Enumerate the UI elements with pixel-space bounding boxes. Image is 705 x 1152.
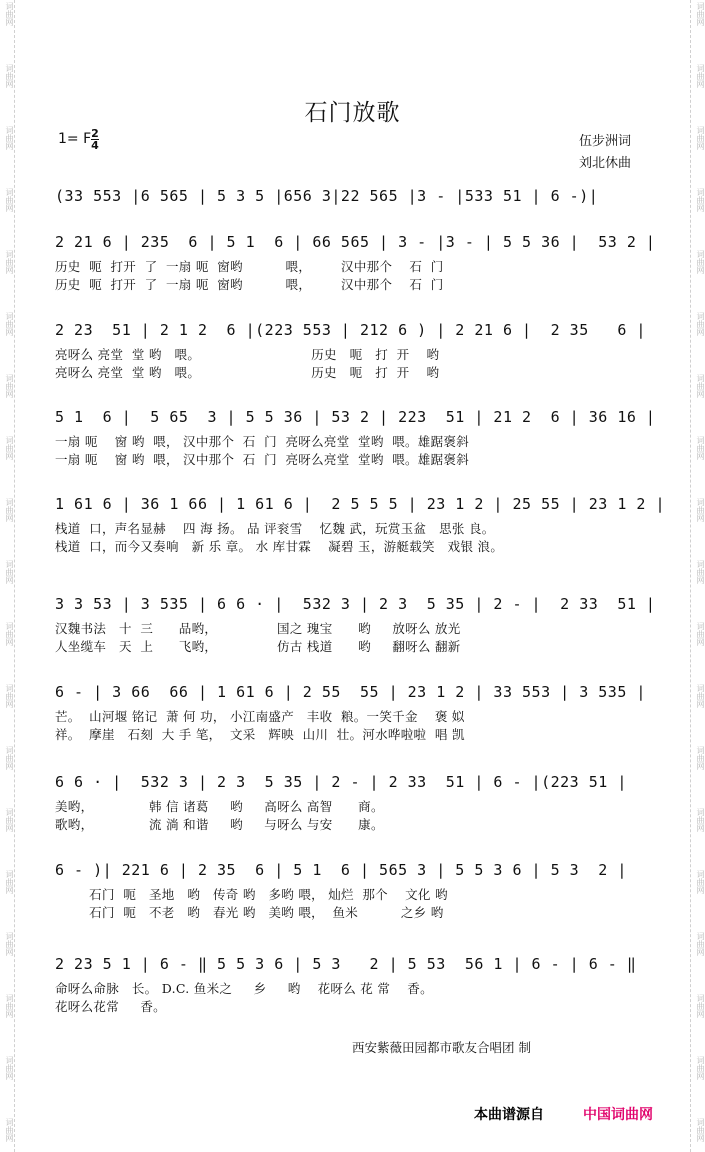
source-label: 本曲谱源自 <box>474 1107 544 1123</box>
publisher-credit: 西安紫薇田园都市歌友合唱团 制 <box>352 1040 531 1055</box>
notation-line: 6 - )| 221 6 | 2 35 6 | 5 1 6 | 565 3 | 5 5 3 6 | 5 3 2 | <box>55 861 627 879</box>
watermark-text: 词曲网 <box>696 374 705 398</box>
right-margin-watermark-strip <box>690 0 705 1152</box>
score-system <box>55 407 656 469</box>
watermark-text: 词曲网 <box>696 560 705 584</box>
watermark-text: 词曲网 <box>696 1118 705 1142</box>
watermark-text: 词曲网 <box>5 560 14 584</box>
song-title: 石门放歌 <box>304 100 401 126</box>
score-system <box>55 320 646 382</box>
lyric-line: 人坐缆车 天 上 飞哟， 仿古 栈道 哟 翻呀么 翻新 <box>55 639 461 654</box>
watermark-text: 词曲网 <box>696 64 705 88</box>
lyric-line: 石门 呃 圣地 哟 传奇 哟 多哟 喂， 灿烂 那个 文化 哟 <box>55 887 448 902</box>
watermark-text: 词曲网 <box>696 622 705 646</box>
lyric-line: 歌哟， 流 淌 和谐 哟 与呀么 与安 康。 <box>55 817 384 832</box>
watermark-text: 词曲网 <box>696 994 705 1018</box>
source-site-link[interactable]: 中国词曲网 <box>583 1107 653 1123</box>
watermark-text: 词曲网 <box>5 1056 14 1080</box>
notation-line: 2 21 6 | 235 6 | 5 1 6 | 66 565 | 3 - |3 - | 5 5 36 | 53 2 | <box>55 233 656 251</box>
watermark-text: 词曲网 <box>5 498 14 522</box>
watermark-text: 词曲网 <box>696 312 705 336</box>
key-signature <box>58 128 99 151</box>
lyric-line: 亮呀么 亮堂 堂 哟 喂。 历史 呃 打 开 哟 <box>55 347 440 362</box>
lyric-line: 亮呀么 亮堂 堂 哟 喂。 历史 呃 打 开 哟 <box>55 365 440 380</box>
score-system <box>55 186 635 206</box>
watermark-text: 词曲网 <box>5 994 14 1018</box>
lyric-line: 美哟， 韩 信 诸葛 哟 高呀么 高智 商。 <box>55 799 384 814</box>
watermark-text: 词曲网 <box>5 64 14 88</box>
score-system <box>55 860 635 922</box>
watermark-text: 词曲网 <box>5 374 14 398</box>
watermark-text: 词曲网 <box>696 436 705 460</box>
watermark-text: 词曲网 <box>5 188 14 212</box>
notation-line: 6 6 · | 532 3 | 2 3 5 35 | 2 - | 2 33 51 | 6 - |(223 51 | <box>55 773 627 791</box>
watermark-text: 词曲网 <box>5 684 14 708</box>
time-signature: $\frac{2}{4}$ <box>91 127 99 152</box>
watermark-text: 词曲网 <box>696 746 705 770</box>
lyricist-credit: 伍步洲词 <box>578 134 631 149</box>
score-system <box>55 682 646 744</box>
lyric-line: 汉魏书法 十 三 品哟， 国之 瑰宝 哟 放呀么 放光 <box>55 621 461 636</box>
watermark-text: 词曲网 <box>5 2 14 26</box>
watermark-text: 词曲网 <box>5 436 14 460</box>
score-system <box>55 772 635 834</box>
notation-line: 3 3 53 | 3 535 | 6 6 · | 532 3 | 2 3 5 35 | 2 - | 2 33 51 | <box>55 595 656 613</box>
left-margin-watermark-strip <box>0 0 15 1152</box>
watermark-text: 词曲网 <box>5 870 14 894</box>
lyric-line: 栈道 口，而今又奏响 新 乐 章。 水 库甘霖 凝碧 玉，游艇载笑 戏银 浪。 <box>55 539 504 554</box>
lyric-line: 一扇 呃 窗 哟 喂， 汉中那个 石 门 亮呀么亮堂 堂哟 喂。雄踞褒斜 <box>55 434 469 449</box>
lyric-line: 命呀么命脉 长。 D.C. 鱼米之 乡 哟 花呀么 花 常 香。 <box>55 981 433 996</box>
watermark-text: 词曲网 <box>5 312 14 336</box>
watermark-text: 词曲网 <box>5 1118 14 1142</box>
lyric-line: 芒。 山河堰 铭记 萧 何 功， 小江南盛产 丰收 粮。一笑千金 褒 姒 <box>55 709 465 724</box>
lyric-line: 石门 呃 不老 哟 春光 哟 美哟 喂， 鱼米 之乡 哟 <box>55 905 444 920</box>
score-system <box>55 594 656 656</box>
lyric-line: 历史 呃 打开 了 一扇 呃 窗哟 喂， 汉中那个 石 门 <box>55 277 444 292</box>
score-system <box>55 232 656 294</box>
score-system <box>55 954 635 1016</box>
lyric-line: 花呀么花常 香。 <box>55 999 166 1014</box>
watermark-text: 词曲网 <box>696 2 705 26</box>
watermark-text: 词曲网 <box>5 746 14 770</box>
watermark-text: 词曲网 <box>696 498 705 522</box>
score-system <box>55 494 665 556</box>
notation-line: 5 1 6 | 5 65 3 | 5 5 36 | 53 2 | 223 51 | 21 2 6 | 36 16 | <box>55 408 656 426</box>
watermark-text: 词曲网 <box>5 932 14 956</box>
notation-line: 1 61 6 | 36 1 66 | 1 61 6 | 2 5 5 5 | 23 1 2 | 25 55 | 23 1 2 | <box>55 495 665 513</box>
watermark-text: 词曲网 <box>5 126 14 150</box>
watermark-text: 词曲网 <box>5 622 14 646</box>
watermark-text: 词曲网 <box>696 250 705 274</box>
lyric-line: 历史 呃 打开 了 一扇 呃 窗哟 喂， 汉中那个 石 门 <box>55 259 444 274</box>
watermark-text: 词曲网 <box>696 1056 705 1080</box>
watermark-text: 词曲网 <box>696 684 705 708</box>
notation-line: 2 23 51 | 2 1 2 6 |(223 553 | 212 6 ) | 2 21 6 | 2 35 6 | <box>55 321 646 339</box>
composer-credit: 刘北休曲 <box>578 156 631 171</box>
key-label: 1= F <box>58 131 92 147</box>
lyric-line: 祥。 摩崖 石刻 大 手 笔， 文采 辉映 山川 壮。河水哗啦啦 唱 凯 <box>55 727 465 742</box>
notation-line: (33 553 |6 565 | 5 3 5 |656 3|22 565 |3 - |533 51 | 6 -)| <box>55 187 599 205</box>
watermark-text: 词曲网 <box>696 932 705 956</box>
lyric-line: 一扇 呃 窗 哟 喂， 汉中那个 石 门 亮呀么亮堂 堂哟 喂。雄踞褒斜 <box>55 452 469 467</box>
watermark-text: 词曲网 <box>696 188 705 212</box>
watermark-text: 词曲网 <box>696 870 705 894</box>
watermark-text: 词曲网 <box>5 250 14 274</box>
watermark-text: 词曲网 <box>5 808 14 832</box>
notation-line: 2 23 5 1 | 6 - ‖ 5 5 3 6 | 5 3 2 | 5 53 56 1 | 6 - | 6 - ‖ <box>55 955 637 973</box>
watermark-text: 词曲网 <box>696 808 705 832</box>
watermark-text: 词曲网 <box>696 126 705 150</box>
lyric-line: 栈道 口，声名显赫 四 海 扬。 品 评衮雪 忆魏 武，玩赏玉盆 思张 良。 <box>55 521 495 536</box>
notation-line: 6 - | 3 66 66 | 1 61 6 | 2 55 55 | 23 1 2 | 33 553 | 3 535 | <box>55 683 646 701</box>
